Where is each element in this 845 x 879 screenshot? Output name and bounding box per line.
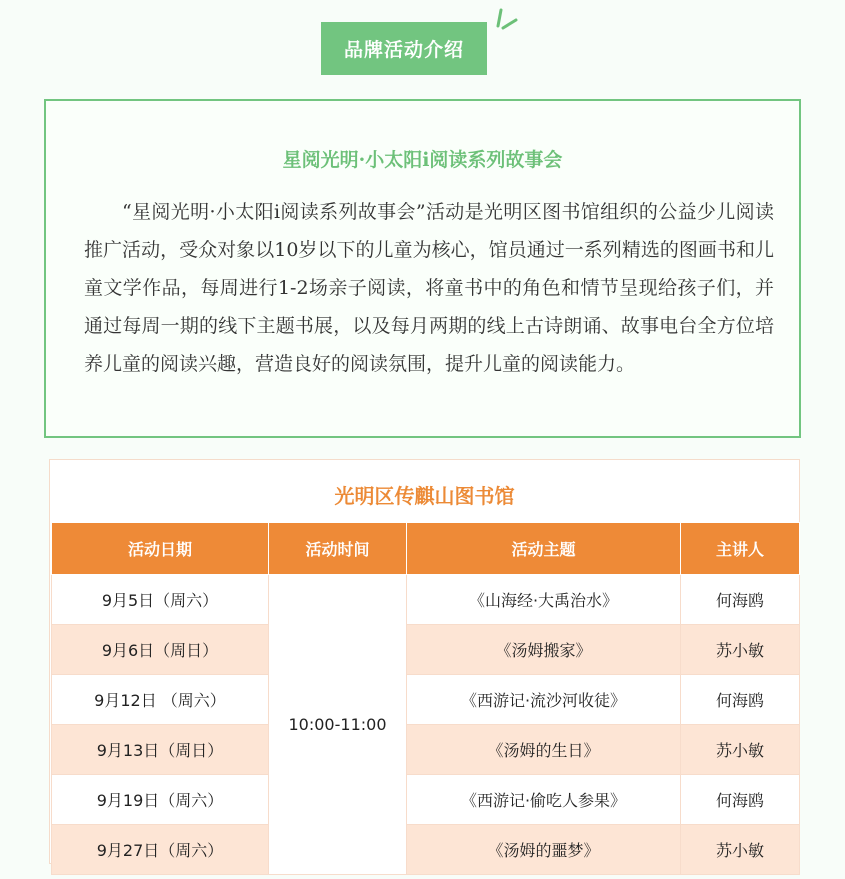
intro-body: “星阅光明·小太阳i阅读系列故事会”活动是光明区图书馆组织的公益少儿阅读推广活动，受众对象以10岁以下的儿童为核心，馆员通过一系列精选的图画书和儿童文学作品，每周进行1-2场亲子阅读，将童书中的角色和情节呈现给孩子们，并通过每周一期的线下主题书展，以及每月两期的线上古诗朗诵、故事电台全方位培养儿童的阅读兴趣，营造良好的阅读氛围，提升儿童的阅读能力。: [84, 201, 774, 375]
intro-panel: [44, 99, 801, 438]
date-cell: 9月13日（周日）: [52, 725, 269, 775]
table-header-row: [52, 523, 800, 575]
time-cell: 10:00-11:00: [269, 575, 407, 875]
speaker-cell: 何海鸥: [681, 675, 800, 725]
column-header-date: 活动日期: [52, 523, 269, 575]
date-cell: 9月27日（周六）: [52, 825, 269, 875]
schedule-table: [51, 522, 800, 875]
table-row: [52, 775, 800, 825]
brand-activity-badge: 品牌活动介绍: [321, 22, 487, 75]
date-cell: 9月19日（周六）: [52, 775, 269, 825]
column-header-topic: 活动主题: [407, 523, 681, 575]
column-header-time: 活动时间: [269, 523, 407, 575]
topic-cell: 《山海经·大禹治水》: [407, 575, 681, 625]
date-cell: 9月6日（周日）: [52, 625, 269, 675]
intro-title: 星阅光明·小太阳i阅读系列故事会: [282, 149, 563, 171]
topic-cell: 《西游记·偷吃人参果》: [407, 775, 681, 825]
speaker-cell: 苏小敏: [681, 725, 800, 775]
column-header-speaker: 主讲人: [681, 523, 800, 575]
table-row: [52, 675, 800, 725]
table-row: [52, 725, 800, 775]
topic-cell: 《汤姆搬家》: [407, 625, 681, 675]
speaker-cell: 何海鸥: [681, 575, 800, 625]
section-header: [321, 22, 487, 75]
speaker-cell: 苏小敏: [681, 825, 800, 875]
speaker-cell: 苏小敏: [681, 625, 800, 675]
date-cell: 9月5日（周六）: [52, 575, 269, 625]
library-schedule-panel: [49, 459, 800, 864]
topic-cell: 《西游记·流沙河收徒》: [407, 675, 681, 725]
topic-cell: 《汤姆的噩梦》: [407, 825, 681, 875]
date-cell: 9月12日 （周六）: [52, 675, 269, 725]
library-title: 光明区传麒山图书馆: [334, 484, 515, 508]
sparkle-icon: [490, 6, 520, 32]
speaker-cell: 何海鸥: [681, 775, 800, 825]
table-row: [52, 825, 800, 875]
table-row: [52, 575, 800, 625]
table-row: [52, 625, 800, 675]
topic-cell: 《汤姆的生日》: [407, 725, 681, 775]
